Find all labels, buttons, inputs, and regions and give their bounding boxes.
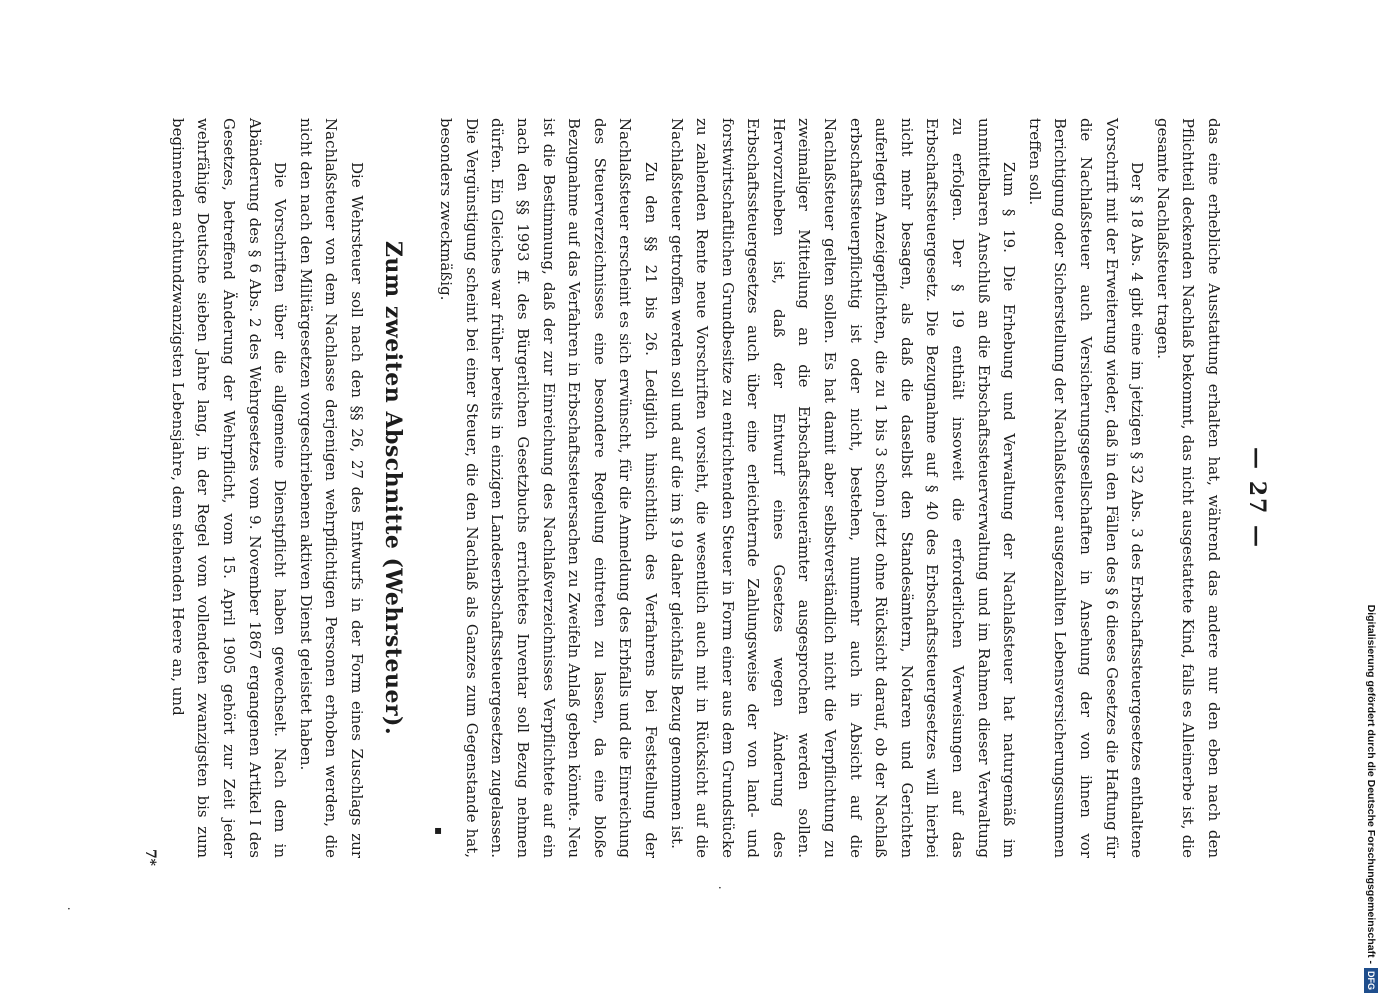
scan-speck: ▪ (434, 823, 443, 837)
scanned-page (110, 118, 1270, 878)
paragraph: Zu den §§ 21 bis 26. Lediglich hinsichtlich des Verfahrens bei Feststellung der Nachlaßsteuer erscheint es sich erwünscht, für die Anmeldung des Erbfalls und die Einreichung des Steuerverzeichnisses eine besondere Regelung eintreten zu lassen, da eine bloße Bezugnahme auf das Verfahren in Erbschaftssteuersachen zu Zweifeln Anlaß geben könnte. Neu ist die Bestimmung, daß der zur Einreichung des Nachlaßverzeichnisses Verpflichtete auf ein nach den §§ 1993 ff. des Bürgerlichen Gesetzbuchs errichtetes Inventar soll Bezug nehmen dürfen. Ein Gleiches war früher bereits in einzigen Landeserbschaftssteuergesetzen zugelassen. Die Vergünstigung scheint bei einer Steuer, die den Nachlaß als Ganzes zum Gegenstande hat, besonders zweckmäßig. (437, 118, 660, 858)
catchword: 7* (142, 848, 158, 866)
credit-text: Digitalisierung gefördert durch die Deutsche Forschungsgemeinschaft - (1365, 604, 1377, 964)
paragraph: Die Wehrsteuer soll nach den §§ 26, 27 des Entwurfs in der Form eines Zuschlags zur Nachlaßsteuer von dem Nachlasse derjenigen wehrpflichtigen Personen erhoben werden, die nicht den nach den Militärgesetzen vorgeschriebenen aktiven Dienst geleistet haben. (296, 118, 366, 858)
digitization-credit (1362, 8, 1380, 993)
scan-speck: · (718, 881, 722, 895)
paragraph-group-after-heading (164, 118, 369, 858)
paragraph: Zum § 19. Die Erhebung und Verwaltung der Nachlaßsteuer hat naturgemäß im unmittelbaren Anschluß an die Erbschaftssteuerverwaltung und im Rahmen dieser Verwaltung zu erfolgen. Der § 19 enthält insoweit die erforderlichen Verweisungen auf das Erbschaftssteuergesetz. Die Bezugnahme auf § 40 des Erbschaftssteuergesetzes will hierbei nicht mehr besagen, als daß die daselbst den Standesämtern, Notaren und Gerichten auferlegten Anzeigepflichten, die zu 1 bis 3 schon jetzt ohne Rücksicht darauf, ob der Nachlaß erbschaftssteuerpflichtig ist oder nicht, bestehen, nunmehr auch in Absicht auf die Nachlaßsteuer gelten sollen. Es hat damit aber selbstverständlich nicht die Verpflichtung zu zweimaliger Mitteilung an die Erbschaftssteuerämter ausgesprochen werden sollen. Hervorzuheben ist, daß der Entwurf eines Gesetzes wegen Änderung des Erbschaftssteuergesetzes auch über eine erleichternde Zahlungsweise der von land- und forstwirtschaftlichen Grundbesitze zu entrichtenden Steuer in Form einer aus dem Grundstücke zu zahlenden Rente neue Vorschriften vorsieht, die wesentlich auch mit in Rücksicht auf die Nachlaßsteuer getroffen werden soll und auf die im § 19 daher gleichfalls Bezug genommen ist. (667, 118, 1019, 858)
page-content (110, 118, 1270, 878)
paragraph-group-before-heading (433, 118, 1226, 858)
section-heading: Zum zweiten Abschnitte (Wehrsteuer). (379, 240, 406, 736)
page-number: — 27 — (1244, 447, 1270, 549)
paragraph: das eine erhebliche Ausstattung erhalten hat, während das andere nur den eben nach den Pflichtteil deckenden Nachlaß bekommt, das nicht ausgestattete Kind, falls es Alleinerbe ist, die gesamte Nachlaßsteuer tragen. (1153, 118, 1223, 858)
paragraph: Die Vorschriften über die allgemeine Dienstpflicht haben gewechselt. Nach dem in Abänderung des § 6 Abs. 2 des Wehrgesetzes vom 9. November 1867 ergangenen Artikel I des Gesetzes, betreffend Änderung der Wehrpflicht, vom 15. April 1905 gehört zur Zeit jeder wehrfähige Deutsche sieben Jahre lang, in der Regel vom vollendeten zwanzigsten bis zum beginnenden achtundzwanzigsten Lebensjahre, dem stehenden Heere an, und (168, 118, 290, 858)
body-text (164, 118, 1226, 858)
paragraph: Der § 18 Abs. 4 gibt eine im jetzigen § 32 Abs. 3 des Erbschaftssteuergesetzes enthaltene Vorschrift mit der Erweiterung wieder, daß in den Fällen des § 6 dieses Gesetzes die Haftung für die Nachlaßsteuer auch Versicherungsgesellschaften in Ansehung der von ihnen vor Berichtigung oder Sicherstellung der Nachlaßsteuer ausgezahlten Lebensversicherungssummen treffen soll. (1025, 118, 1147, 858)
dfg-logo: DFG (1364, 968, 1378, 993)
scan-speck: · (67, 902, 71, 916)
